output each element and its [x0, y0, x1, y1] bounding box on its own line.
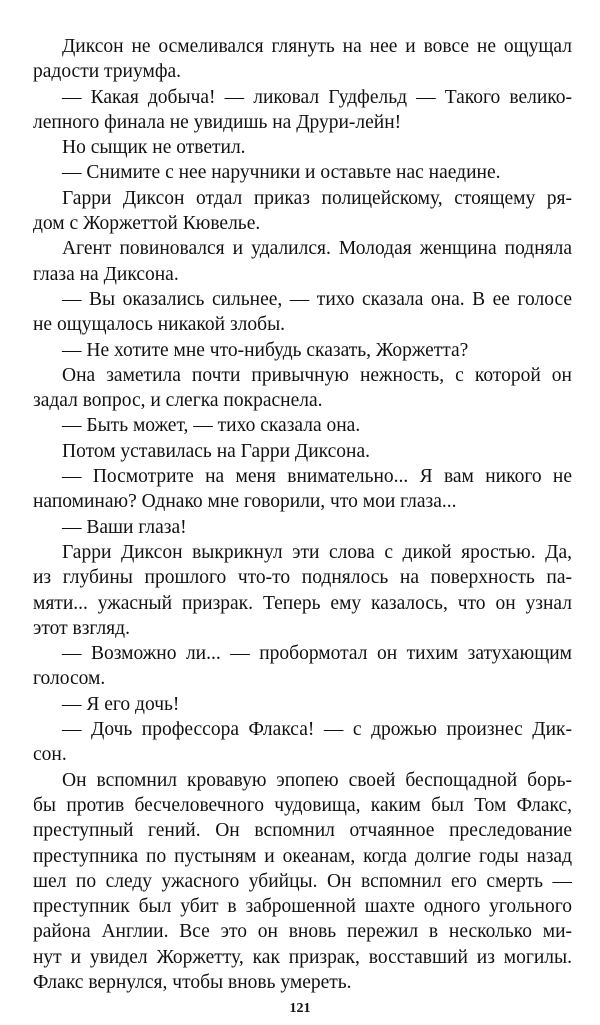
text-line: — Вы оказались сильнее, — тихо сказала она. В ее голосе — [62, 288, 572, 310]
page-number: 121 — [289, 1001, 311, 1016]
paragraph — [33, 540, 572, 641]
paragraph — [33, 34, 572, 85]
text-line: преступник был убит в заброшенной шахте одного угольного — [33, 896, 572, 918]
text-line: Но сыщик не ответил. — [62, 137, 246, 159]
paragraph — [33, 236, 572, 287]
text-line: не ощущалось никакой злобы. — [33, 314, 286, 336]
text-line: — Быть может, — тихо сказала она. — [62, 415, 361, 437]
paragraph — [33, 692, 572, 717]
text-line: — Ваши глаза! — [62, 516, 187, 538]
text-line: Гарри Диксон выкрикнул эти слова с дикой яростью. Да, — [62, 541, 572, 563]
text-line: лепного финала не увидишь на Друри-лейн! — [33, 111, 402, 133]
text-line: — Не хотите мне что-нибудь сказать, Жоржетта? — [62, 339, 469, 361]
text-line: голосом. — [33, 668, 106, 690]
paragraph — [33, 186, 572, 237]
text-line: Флакс вернулся, чтобы вновь умереть. — [33, 971, 352, 993]
text-line: из глубины прошлого что-то поднялось на поверхность па- — [33, 567, 572, 589]
text-line: — Дочь профессора Флакса! — с дрожью произнес Дик- — [62, 719, 572, 741]
text-line: Гарри Диксон отдал приказ полицейскому, стоящему ря- — [62, 187, 572, 209]
text-line: дом с Жоржеттой Кювелье. — [33, 213, 261, 235]
text-line: преступника по пустыням и океанам, когда долгие годы назад — [33, 845, 572, 867]
text-line: мяти... ужасный призрак. Теперь ему казалось, что он узнал — [33, 592, 572, 614]
paragraph — [33, 768, 572, 996]
text-line: — Я его дочь! — [62, 693, 180, 715]
paragraph — [33, 515, 572, 540]
text-line: Агент повиновался и удалился. Молодая женщина подняла — [62, 238, 572, 260]
text-line: глаза на Диксона. — [33, 263, 179, 285]
book-page-text — [33, 34, 572, 995]
paragraph — [33, 464, 572, 515]
text-line: — Снимите с нее наручники и оставьте нас наедине. — [62, 162, 501, 184]
text-line: напоминаю? Однако мне говорили, что мои глаза... — [33, 491, 457, 513]
text-line: сон. — [33, 744, 67, 766]
text-line: — Какая добыча! — ликовал Гудфельд — Такого велико- — [62, 86, 572, 108]
text-line: Она заметила почти привычную нежность, с которой он — [62, 364, 572, 386]
text-line: бы против бесчеловечного чудовища, каким был Том Флакс, — [33, 794, 572, 816]
text-line: района Англии. Все это он вновь пережил в несколько ми- — [33, 921, 572, 943]
text-line: Потом уставилась на Гарри Диксона. — [62, 440, 371, 462]
text-line: радости триумфа. — [33, 61, 181, 83]
paragraph — [33, 135, 572, 160]
text-line: преступный гений. Он вспомнил отчаянное преследование — [33, 820, 572, 842]
text-line: задал вопрос, и слегка покраснела. — [33, 390, 323, 412]
text-line: этот взгляд. — [33, 617, 130, 639]
text-line: нут и увидел Жоржетту, как призрак, восставший из могилы. — [33, 946, 572, 968]
paragraph — [33, 439, 572, 464]
paragraph — [33, 363, 572, 414]
paragraph — [33, 287, 572, 338]
text-line: Он вспомнил кровавую эпопею своей беспощадной борь- — [62, 769, 572, 791]
paragraph — [33, 641, 572, 692]
text-line: — Посмотрите на меня внимательно... Я вам никого не — [62, 466, 572, 488]
text-line: — Возможно ли... — пробормотал он тихим затухающим — [62, 643, 572, 665]
paragraph — [33, 85, 572, 136]
paragraph — [33, 160, 572, 185]
paragraph — [33, 338, 572, 363]
text-line: Диксон не осмеливался глянуть на нее и вовсе не ощущал — [62, 36, 572, 57]
paragraph — [33, 717, 572, 768]
paragraph — [33, 413, 572, 438]
text-line: шел по следу ужасного убийцы. Он вспомнил его смерть — — [33, 870, 572, 892]
